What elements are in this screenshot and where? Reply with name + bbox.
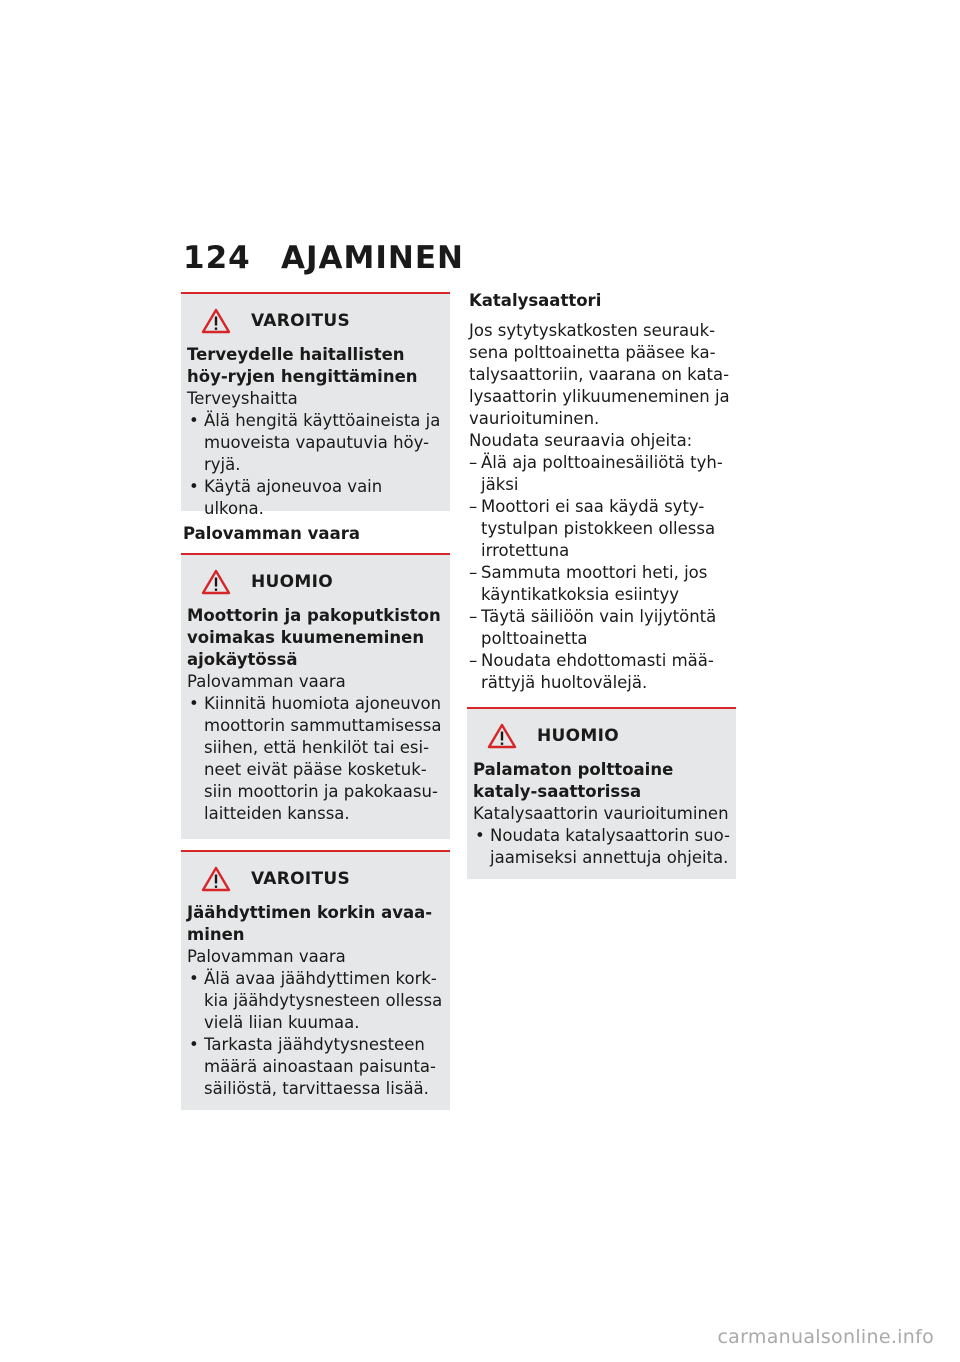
notice-box-header — [187, 569, 444, 595]
warning-subtitle: Terveyshaitta — [187, 389, 298, 408]
notice-title: Moottorin ja pakoputkiston voimakas kuumeneminen ajokäytössä — [187, 606, 441, 669]
page-header — [183, 240, 464, 276]
instruction-list — [469, 452, 736, 694]
notice-title: Palamaton polttoaine kataly-saattorissa — [473, 760, 674, 801]
list-item: • Noudata katalysaattorin suo-jaamiseksi annettuja ohjeita. — [473, 825, 730, 869]
warning-triangle-icon — [487, 723, 517, 749]
left-column — [181, 292, 450, 1110]
list-item: – Noudata ehdottomasti mää-rättyjä huoltovälejä. — [469, 650, 736, 694]
warning-box-header — [187, 866, 444, 892]
warning-box-header — [187, 308, 444, 334]
warning-triangle-icon — [201, 569, 231, 595]
notice-label: HUOMIO — [251, 572, 333, 592]
warning-title: Terveydelle haitallisten höy-ryjen hengittäminen — [187, 345, 418, 386]
list-item: • Tarkasta jäähdytysnesteen määrä ainoastaan paisunta-säiliöstä, tarvittaessa lisää. — [187, 1034, 444, 1100]
warning-label: VAROITUS — [251, 311, 351, 331]
notice-subtitle: Palovamman vaara — [187, 672, 346, 691]
notice-box-catalyst — [467, 707, 736, 879]
instruction-text: Noudata seuraavia ohjeita: — [469, 431, 693, 450]
notice-box-header — [473, 723, 730, 749]
warning-triangle-icon — [201, 866, 231, 892]
notice-list — [187, 693, 444, 825]
right-column — [467, 290, 736, 879]
notice-list — [473, 825, 730, 869]
list-item: – Älä aja polttoainesäiliötä tyh-jäksi — [469, 452, 736, 496]
section-heading-burn: Palovamman vaara — [183, 524, 360, 543]
list-item: – Täytä säiliöön vain lyijytöntä polttoainetta — [469, 606, 736, 650]
notice-box-engine-heat — [181, 553, 450, 839]
list-item: • Älä hengitä käyttöaineista ja muoveista vapautuvia höy-ryjä. — [187, 410, 444, 476]
list-item: • Kiinnitä huomiota ajoneuvon moottorin sammuttamisessa siihen, että henkilöt tai esi-neet eivät pääse kosketuk-siin moottorin ja pakokaasu-laitteiden kanssa. — [187, 693, 444, 825]
notice-subtitle: Katalysaattorin vaurioituminen — [473, 804, 729, 823]
warning-list — [187, 410, 444, 520]
list-item: – Moottori ei saa käydä syty-tystulpan pistokkeen ollessa irrotettuna — [469, 496, 736, 562]
watermark-link[interactable]: carmanualsonline.info — [717, 1326, 934, 1348]
intro-paragraph: Jos sytytyskatkosten seurauk-sena polttoainetta pääsee ka-talysaattoriin, vaarana on kata-lysaattorin ylikuumeneminen ja vaurioituminen. — [469, 321, 730, 428]
list-item: • Käytä ajoneuvoa vain ulkona. — [187, 476, 444, 520]
warning-title: Jäähdyttimen korkin avaa-minen — [187, 903, 433, 944]
notice-label: HUOMIO — [537, 726, 619, 746]
list-item: – Sammuta moottori heti, jos käyntikatkoksia esiintyy — [469, 562, 736, 606]
section-title: AJAMINEN — [281, 240, 464, 276]
warning-box-radiator — [181, 850, 450, 1110]
list-item: • Älä avaa jäähdyttimen kork-kia jäähdytysnesteen ollessa vielä liian kuumaa. — [187, 968, 444, 1034]
warning-label: VAROITUS — [251, 869, 351, 889]
section-heading-catalyst: Katalysaattori — [469, 291, 602, 310]
warning-box-fumes — [181, 292, 450, 518]
page-number: 124 — [183, 240, 251, 276]
warning-triangle-icon — [201, 308, 231, 334]
warning-list — [187, 968, 444, 1100]
warning-subtitle: Palovamman vaara — [187, 947, 346, 966]
